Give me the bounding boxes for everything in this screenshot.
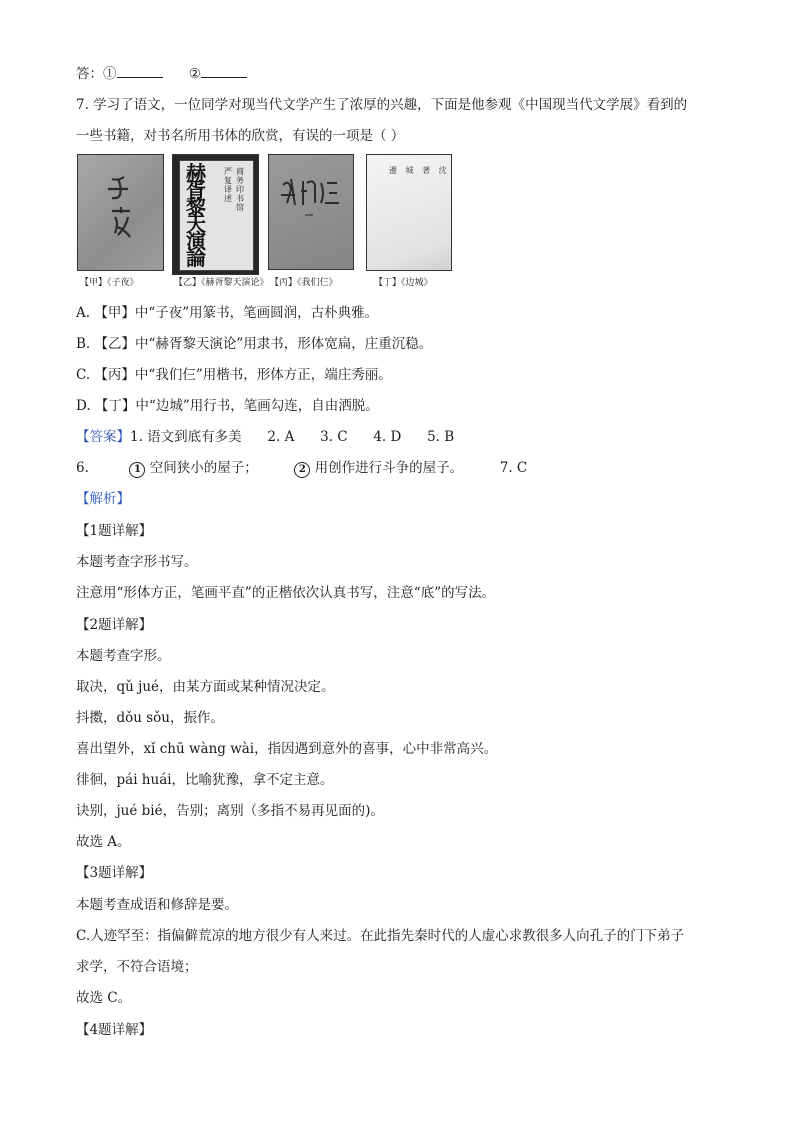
answers-q7: 7. C [499, 460, 528, 476]
analysis-line: 求学，不符合语境； [76, 959, 198, 975]
analysis-line: 注意用“形体方正，笔画平直”的正楷依次认真书写，注意“底”的写法。 [76, 585, 496, 601]
analysis-line: 【3题详解】 [76, 865, 153, 881]
analysis-line: 喜出望外，xǐ chū wàng wài，指因遇到意外的喜事，心中非常高兴。 [76, 741, 498, 757]
answers-label: 【答案】 [76, 429, 130, 445]
caption-jia: 【甲】《子夜》 [80, 278, 139, 288]
q7-stem-line2: 一些书籍，对书名所用书体的欣赏，有误的一项是（ ） [76, 128, 405, 144]
answers-row-1-text: 1. 语文到底有多美 2. A 3. C 4. D 5. B [130, 429, 455, 445]
analysis-line: 抖擞，dǒu sǒu，振作。 [76, 710, 225, 726]
answers-row-2 [76, 459, 527, 478]
analysis-line: 取决，qǔ jué，由某方面或某种情况决定。 [76, 679, 335, 695]
zi-ye-calligraphy [78, 155, 163, 270]
caption-yi: 【乙】《赫胥黎天演论》 [174, 278, 269, 288]
answer-line [76, 64, 247, 83]
analysis-line: 本题考查字形。 [76, 648, 171, 664]
answers-row-1 [76, 428, 454, 446]
analysis-line: 故选 C。 [76, 990, 132, 1006]
wo-men-sa-calligraphy [269, 155, 353, 269]
option-b: B. 【乙】中“赫胥黎天演论”用隶书，形体宽扁，庄重沉稳。 [76, 336, 433, 352]
option-c: C. 【丙】中“我们仨”用楷书，形体方正，端庄秀丽。 [76, 367, 392, 383]
blank-2-label: ② [188, 66, 201, 82]
book-cover-bing [268, 154, 354, 270]
analysis-line: 【1题详解】 [76, 523, 153, 539]
analysis-line: 【2题详解】 [76, 617, 153, 633]
analysis-line: C.人迹罕至：指偏僻荒凉的地方很少有人来过。在此指先秦时代的人虚心求教很多人向孔子的门下弟子 [76, 928, 685, 944]
blank-2 [201, 64, 247, 78]
blank-1-label: ① [103, 66, 117, 82]
answers-q6-a: 空间狭小的屋子； [149, 460, 258, 476]
analysis-line: 本题考查字形书写。 [76, 554, 198, 570]
analysis-line: 本题考查成语和修辞是要。 [76, 897, 238, 913]
analysis-line: 【4题详解】 [76, 1022, 153, 1038]
q7-stem-line1: 7. 学习了语文，一位同学对现当代文学产生了浓厚的兴趣，下面是他参观《中国现当代文学展》看到的 [76, 97, 688, 113]
answer-label: 答： [76, 66, 103, 82]
circle-1-icon: 1 [129, 462, 145, 478]
analysis-label: 【解析】 [76, 491, 130, 507]
analysis-line: 故选 A。 [76, 834, 131, 850]
blank-1 [117, 64, 163, 78]
book-cover-ding [366, 154, 452, 271]
caption-ding: 【丁】《边城》 [374, 278, 433, 288]
bian-cheng-title: 邊 城 著 沈 [389, 166, 450, 175]
option-a: A. 【甲】中“子夜”用篆书，笔画圆润，古朴典雅。 [76, 305, 379, 321]
caption-bing: 【丙】《我们仨》 [270, 278, 338, 288]
book-cover-yi: 赫胥黎天演論 严复译述 商务印书馆 [172, 154, 259, 275]
analysis-line: 诀别，jué bié，告别；离别（多指不易再见面的)。 [76, 803, 384, 819]
analysis-line: 徘徊，pái huái，比喻犹豫，拿不定主意。 [76, 772, 334, 788]
answers-q6-b: 用创作进行斗争的屋子。 [314, 460, 464, 476]
answers-q6-num: 6. [76, 460, 89, 476]
book-cover-jia [77, 154, 164, 271]
circle-2-icon: 2 [294, 462, 310, 478]
option-d: D. 【丁】中“边城”用行书，笔画勾连，自由洒脱。 [76, 398, 379, 414]
